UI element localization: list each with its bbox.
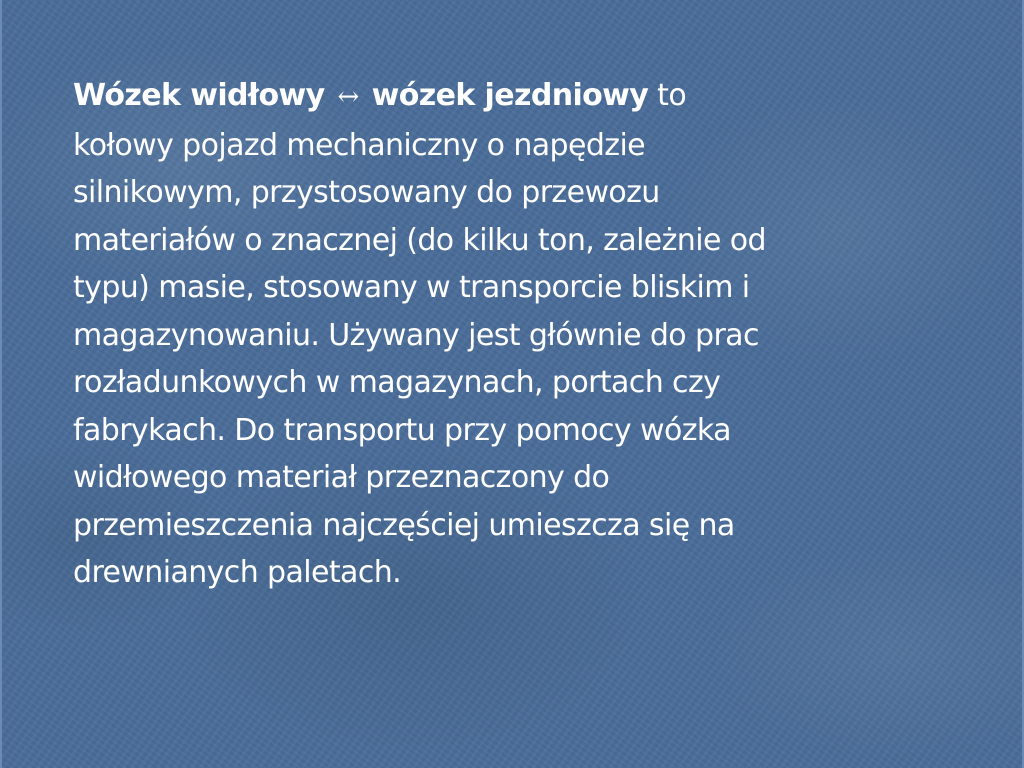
term-industrial-truck: wózek jezdniowy [371,78,649,113]
definition-text-line: drewnianych paletach. [73,555,402,590]
definition-line-1 [73,72,953,122]
definition-text-line: magazynowaniu. Używany jest głównie do prac [73,317,759,353]
definition-text-line: silnikowym, przystosowany do przewozu [73,175,660,210]
definition-text-line: to [657,78,687,113]
definition-text-line: rozładunkowych w magazynach, portach czy [73,365,721,400]
definition-text-line: przemieszczenia najczęściej umieszcza się na [73,507,735,543]
definition-text-line: materiałów o znacznej (do kilku ton, zależnie od [73,222,766,258]
slide-body-text [73,72,953,597]
definition-text-line: fabrykach. Do transportu przy pomocy wózka [73,412,731,448]
definition-text-line: typu) masie, stosowany w transporcie bliskim i [73,270,750,305]
double-arrow-icon: ↔ [337,82,359,112]
definition-text-line: kołowy pojazd mechaniczny o napędzie [73,127,646,163]
definition-text-line: widłowego materiał przeznaczony do [73,460,610,495]
term-forklift: Wózek widłowy [73,78,325,113]
